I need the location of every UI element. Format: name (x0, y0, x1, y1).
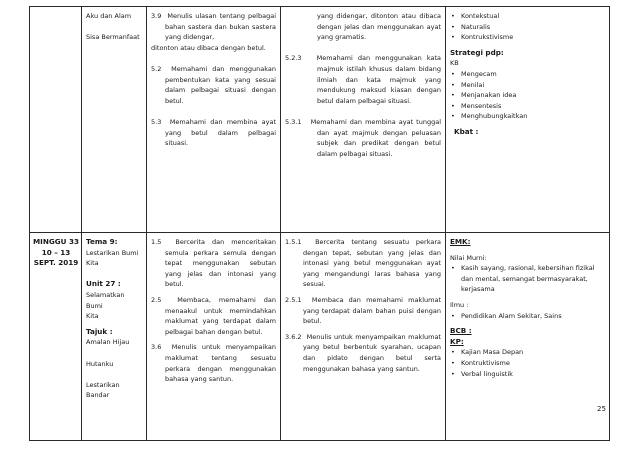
list-item: • Menghubungkaitkan (451, 112, 528, 121)
standard-item-continued: ditonton atau dibaca dengan betul. (151, 43, 266, 52)
tajuk-item: Lestarikan Bandar (86, 380, 120, 400)
standard-item: 3.6 Menulis untuk menyampaikan maklumat tentang sesuatu perkara dengan menggunakan bahasa yang santun. (151, 343, 276, 384)
list-item: • Naturalis (451, 22, 491, 31)
approach-list (450, 11, 605, 43)
table-row (30, 233, 610, 441)
table-row (30, 7, 610, 233)
list-item: • Kasih sayang, rasional, kebersihan fizikal dan mental, semangat bermasyarakat, kerjasama (451, 264, 595, 294)
tema-line: Kita (86, 259, 99, 268)
week-cell (30, 7, 82, 233)
bullet-icon: • (451, 101, 455, 110)
tajuk-item: Amalan Hijau (86, 338, 130, 347)
bullet-icon: • (451, 358, 455, 367)
kp-list (450, 347, 605, 379)
week-cell (30, 233, 82, 441)
bullet-icon: • (451, 348, 455, 357)
unit-line: Kita (86, 312, 99, 321)
learning-standard-item: 5.2.3 Memahami dan menggunakan kata majmuk istilah khusus dalam bidang ilmiah dan kata majmuk yang mendukung maksud kiasan dengan betul dalam pelbagai situasi. (285, 54, 441, 105)
list-item: • Kontrukstivisme (451, 33, 514, 42)
learning-standard-continued: yang didengar, ditonton atau dibaca dengan jelas dan menggunakan ayat yang gramatis. (317, 12, 441, 42)
learning-standard-item: 3.6.2 Menulis untuk menyampaikan maklumat yang betul berbentuk syarahan, ucapan dan pidato dengan betul serta menggunakan bahasa yang santun. (285, 332, 441, 373)
ilmu-label: Ilmu : (450, 300, 469, 309)
standard-item: 3.9 Menulis ulasan tentang pelbagai bahan sastera dan bukan sastera yang didengar, (151, 12, 277, 42)
standard-item: 1.5 Bercerita dan menceritakan semula perkara semula dengan tepat menggunakan sebutan yang jelas dan intonasi yang betul. (151, 238, 276, 289)
bullet-icon: • (451, 264, 455, 273)
bullet-icon: • (451, 69, 455, 78)
list-item: • Menilai (451, 80, 485, 89)
notes-cell (446, 233, 610, 441)
bullet-icon: • (451, 22, 455, 31)
bullet-icon: • (451, 91, 455, 100)
list-item: • Kontruktivisme (451, 358, 510, 367)
content-standard-cell (147, 233, 281, 441)
tajuk-item: Hutanku (86, 359, 114, 368)
unit-heading: Unit 27 : (86, 279, 121, 289)
content-standard-cell (147, 7, 281, 233)
theme-cell (82, 233, 147, 441)
strategy-label: KB (450, 59, 459, 68)
list-item: • Kajian Masa Depan (451, 348, 524, 357)
kbat-heading: Kbat : (454, 126, 479, 136)
strategy-list (450, 69, 605, 122)
kp-heading: KP: (450, 336, 464, 346)
list-item: • Mengecam (451, 69, 497, 78)
theme-line: Aku dan Alam (86, 12, 132, 20)
tajuk-heading: Tajuk : (86, 326, 113, 336)
week-dates: 10 – 13 (41, 247, 71, 257)
strategy-heading: Strategi pdp: (450, 47, 504, 57)
list-item: • Mensentesis (451, 101, 502, 110)
theme-cell (82, 7, 147, 233)
bullet-icon: • (451, 311, 455, 320)
list-item: • Menjanakan idea (451, 91, 517, 100)
bullet-icon: • (451, 12, 455, 20)
list-item: • Pendidikan Alam Sekitar, Sains (451, 311, 562, 320)
learning-standard-item: 5.3.1 Memahami dan membina ayat tunggal dan ayat majmuk dengan peluasan subjek dan predikat dengan betul dalam pelbagai situasi. (285, 117, 441, 158)
list-item: • Kontekstual (451, 12, 500, 20)
list-item: • Verbal linguistik (451, 369, 513, 378)
ilmu-list (450, 311, 605, 322)
bullet-icon: • (451, 369, 455, 378)
standard-item: 5.2 Memahami dan menggunakan pembentukan kata yang sesuai dalam pelbagai situasi dengan betul. (151, 64, 276, 105)
learning-standard-cell (281, 7, 446, 233)
lesson-plan-table (29, 6, 610, 441)
learning-standard-cell (281, 233, 446, 441)
bcb-heading: BCB : (450, 326, 472, 336)
page-number: 25 (597, 405, 606, 413)
standard-item: 2.5 Membaca, memahami dan menaakul untuk memindahkan maklumat yang terdapat dalam pelbagai bahan dengan betul. (151, 295, 276, 336)
bullet-icon: • (451, 112, 455, 121)
learning-standard-item: 2.5.1 Membaca dan memahami maklumat yang terdapat dalam bahan puisi dengan betul. (285, 295, 441, 326)
week-label: MINGGU 33 (33, 237, 79, 246)
nilai-label: Nilai Murni: (450, 253, 487, 262)
bullet-icon: • (451, 80, 455, 89)
week-year: SEPT. 2019 (33, 258, 79, 268)
unit-line: Selamatkan Bumi (86, 290, 125, 310)
standard-item: 5.3 Memahami dan membina ayat yang betul dalam pelbagai situasi. (151, 117, 276, 148)
tema-line: Lestarikan Bumi (86, 248, 139, 257)
tema-heading: Tema 9: (86, 237, 118, 246)
learning-standard-item: 1.5.1 Bercerita tentang sesuatu perkara dengan tepat, sebutan yang jelas dan intonasi yang betul menggunakan ayat yang mengandungi laras bahasa yang sesuai. (285, 238, 442, 289)
nilai-list (450, 263, 605, 295)
theme-line: Sisa Bermanfaat (86, 33, 140, 42)
notes-cell (446, 7, 610, 233)
emk-heading: EMK: (450, 237, 471, 246)
bullet-icon: • (451, 33, 455, 42)
